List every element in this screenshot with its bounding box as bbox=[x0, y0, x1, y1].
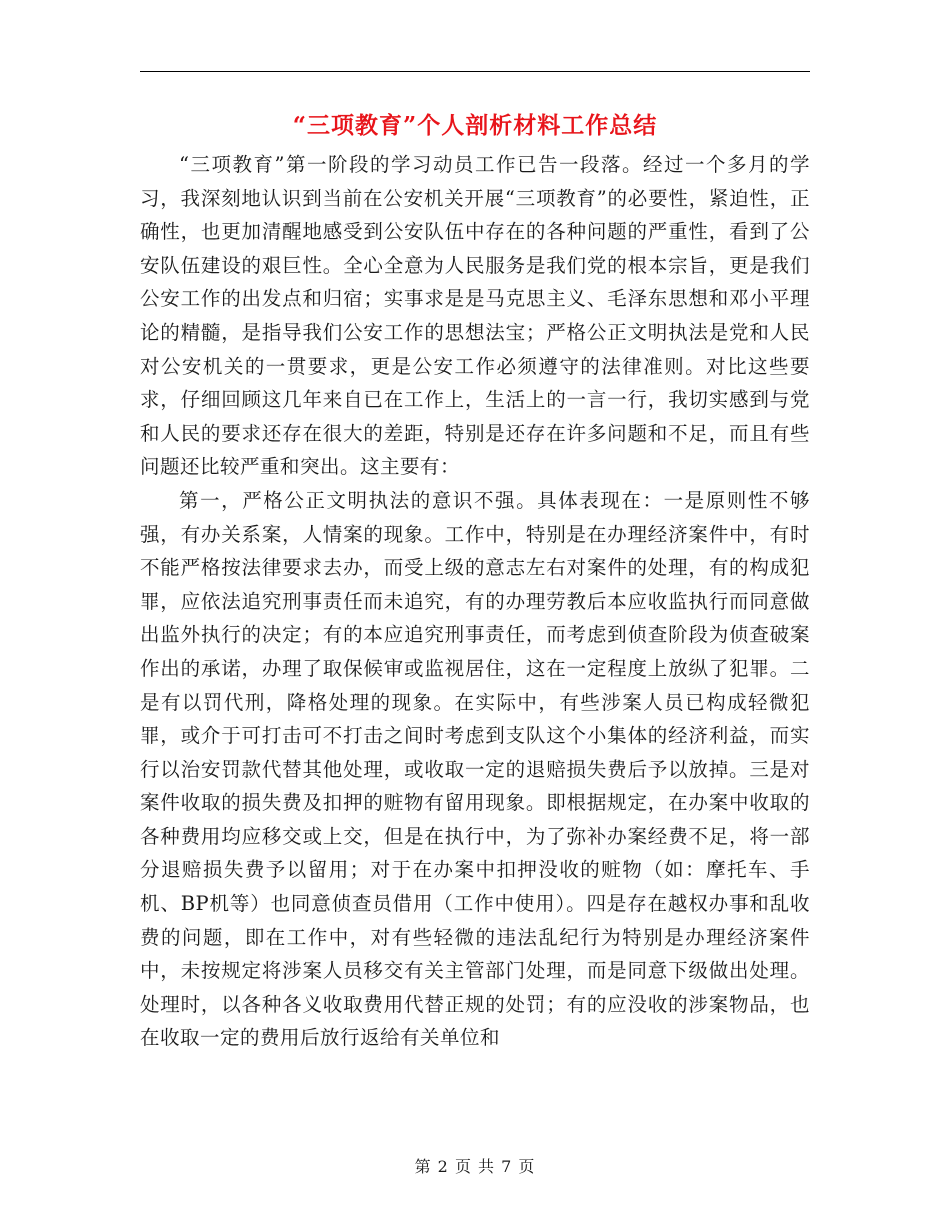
paragraph-intro: “三项教育”第一阶段的学习动员工作已告一段落。经过一个多月的学习，我深刻地认识到当前在公安机关开展“三项教育”的必要性，紧迫性，正确性，也更加清醒地感受到公安队伍中存在的各种问题的严重性，看到了公安队伍建设的艰巨性。全心全意为人民服务是我们党的根本宗旨，更是我们公安工作的出发点和归宿；实事求是是马克思主义、毛泽东思想和邓小平理论的精髓，是指导我们公安工作的思想法宝；严格公正文明执法是党和人民对公安机关的一贯要求，更是公安工作必须遵守的法律准则。对比这些要求，仔细回顾这几年来自已在工作上，生活上的一言一行，我切实感到与党和人民的要求还存在很大的差距，特别是还存在许多问题和不足，而且有些问题还比较严重和突出。这主要有： bbox=[140, 153, 810, 479]
header-rule bbox=[140, 71, 810, 72]
page-number-label: 第 2 页 共 7 页 bbox=[414, 1157, 536, 1176]
document-body bbox=[140, 148, 810, 1055]
page-footer bbox=[0, 1155, 950, 1179]
document-title: “三项教育”个人剖析材料工作总结 bbox=[292, 112, 658, 139]
paragraph-first-point: 第一，严格公正文明执法的意识不强。具体表现在：一是原则性不够强，有办关系案，人情案的现象。工作中，特别是在办理经济案件中，有时不能严格按法律要求去办，而受上级的意志左右对案件的处理，有的构成犯罪，应依法追究刑事责任而未追究，有的办理劳教后本应收监执行而同意做出监外执行的决定；有的本应追究刑事责任，而考虑到侦查阶段为侦查破案作出的承诺，办理了取保候审或监视居住，这在一定程度上放纵了犯罪。二是有以罚代刑，降格处理的现象。在实际中，有些涉案人员已构成轻微犯罪，或介于可打击可不打击之间时考虑到支队这个小集体的经济利益，而实行以治安罚款代替其他处理，或收取一定的退赔损失费后予以放掉。三是对案件收取的损失费及扣押的赃物有留用现象。即根据规定，在办案中收取的各种费用均应移交或上交，但是在执行中，为了弥补办案经费不足，将一部分退赔损失费予以留用；对于在办案中扣押没收的赃物（如：摩托车、手机、BP机等）也同意侦查员借用（工作中使用）。四是存在越权办事和乱收费的问题，即在工作中，对有些轻微的违法乱纪行为特别是办理经济案件中，未按规定将涉案人员移交有关主管部门处理，而是同意下级做出处理。处理时，以各种各义收取费用代替正规的处罚；有的应没收的涉案物品，也在收取一定的费用后放行返给有关单位和 bbox=[140, 488, 810, 1050]
